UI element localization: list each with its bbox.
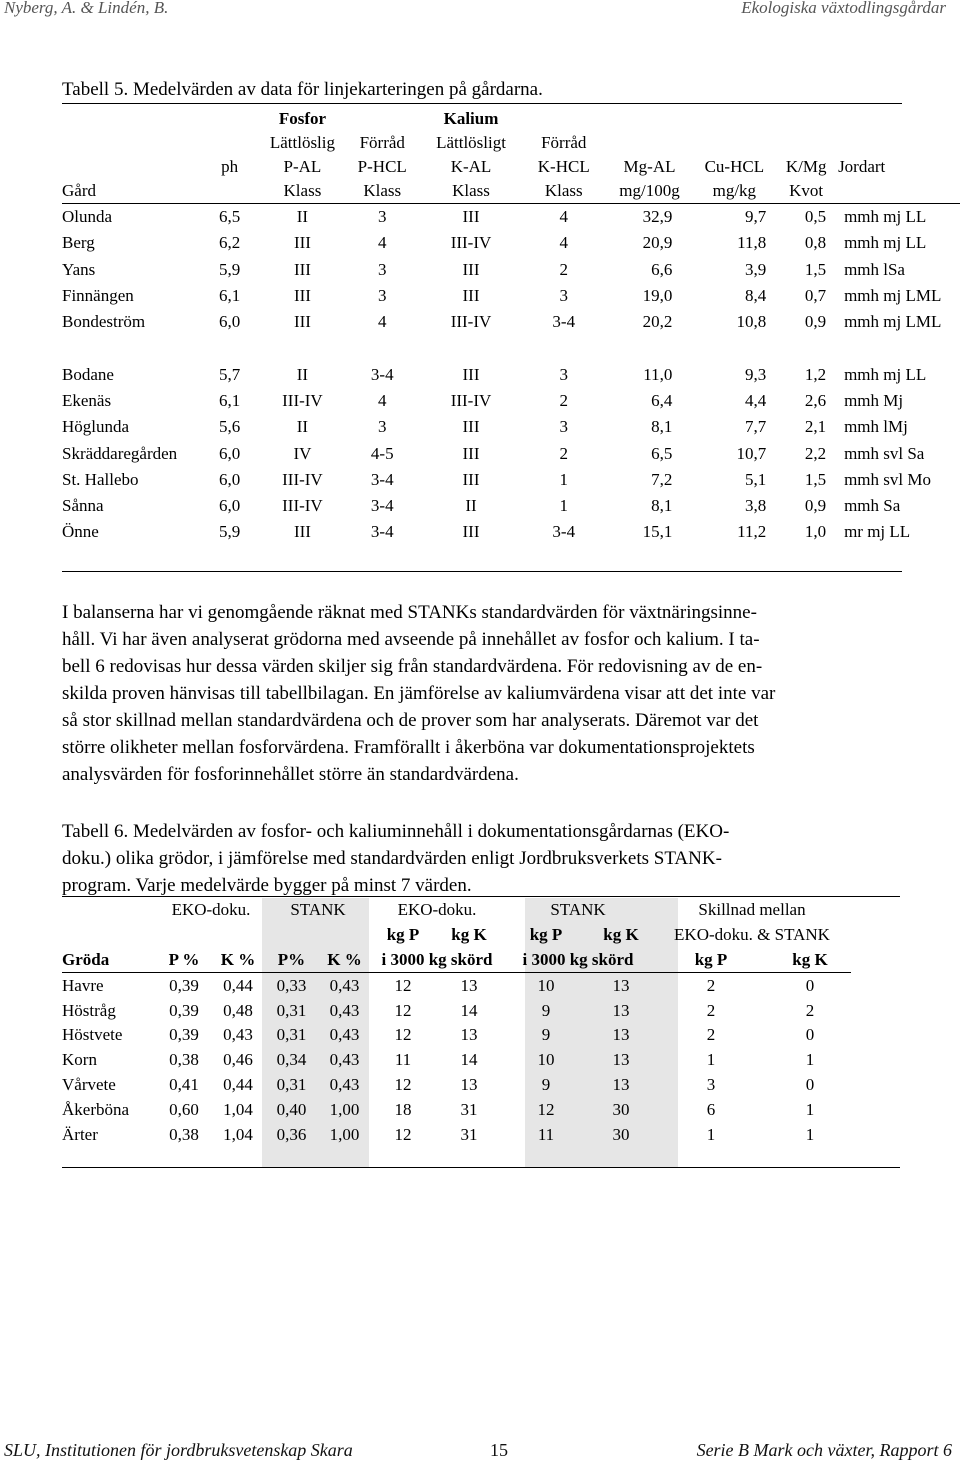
table-cell: 0,48 <box>223 1000 253 1020</box>
table-cell: 7,7 <box>745 417 767 437</box>
table-cell: 15,1 <box>642 522 673 542</box>
table-cell: III <box>462 443 480 463</box>
table-cell: 0,38 <box>169 1124 199 1144</box>
header-cell: K % <box>220 949 256 969</box>
table-cell: 11 <box>394 1050 412 1070</box>
caption-line: program. Varje medelvärde bygger på minst 7 värden. <box>62 875 472 896</box>
table-cell: 32,9 <box>642 207 673 227</box>
table-cell: Yans <box>62 259 96 279</box>
header-journal: Ekologiska växtodlingsgårdar <box>741 0 946 17</box>
table6-header-row-2 <box>62 923 851 948</box>
table6-header-row-3 <box>62 948 851 973</box>
table5-header-row-4 <box>62 179 960 204</box>
table-cell: 2 <box>805 1000 815 1020</box>
table-cell: 1,5 <box>804 259 827 279</box>
table-cell: III <box>462 259 480 279</box>
table-cell: 2,2 <box>804 443 827 463</box>
table-cell: 12 <box>394 1000 412 1020</box>
table-cell: 4 <box>559 233 568 253</box>
table-cell: 0,39 <box>169 1000 199 1020</box>
table6-header-row-1 <box>62 898 851 923</box>
table-cell: 30 <box>612 1099 630 1119</box>
table-cell: 20,2 <box>642 312 673 332</box>
table-cell: 9,3 <box>745 364 767 384</box>
table-cell: 13 <box>612 1000 630 1020</box>
table-cell: 1,00 <box>329 1099 360 1119</box>
table-cell: mmh svl Mo <box>844 469 931 489</box>
table-cell: mmh mj LML <box>844 286 942 306</box>
table-row <box>62 440 960 466</box>
table-cell: 8,1 <box>651 496 673 516</box>
table-row <box>62 283 960 309</box>
table-row <box>62 1097 851 1122</box>
table6-top-rule <box>62 896 900 897</box>
header-cell: kg P <box>529 925 563 945</box>
table-cell: Olunda <box>62 207 113 227</box>
table-cell: II <box>465 496 477 516</box>
table-cell: Sånna <box>62 496 104 516</box>
header-cell: Kvot <box>789 181 824 200</box>
caption-line: Tabell 6. Medelvärden av fosfor- och kaliuminnehåll i dokumentationsgårdarnas (EKO- <box>62 821 730 842</box>
table-cell: III-IV <box>450 390 492 410</box>
page-number: 15 <box>490 1440 508 1460</box>
table-cell: Åkerböna <box>62 1099 130 1119</box>
header-cell: i 3000 kg skörd <box>522 949 634 969</box>
table-cell: III <box>293 312 311 332</box>
table-row <box>62 519 960 545</box>
header-cell: i 3000 kg skörd <box>381 949 493 969</box>
page-header <box>0 0 960 22</box>
table-cell: 1,2 <box>804 364 827 384</box>
table-cell: 13 <box>612 1074 630 1094</box>
table-cell: 4-5 <box>370 443 394 463</box>
table5-gap <box>62 335 960 361</box>
header-cell: K/Mg <box>785 157 827 176</box>
table-cell: 3 <box>377 417 387 437</box>
table-row <box>62 1073 851 1098</box>
table-cell: 2 <box>559 259 568 279</box>
table5-group-2 <box>62 361 960 545</box>
table-cell: 1 <box>559 469 568 489</box>
table-cell: 0,9 <box>804 496 827 516</box>
table-cell: III-IV <box>450 233 492 253</box>
table-cell: 5,6 <box>219 417 241 437</box>
header-cell: Klass <box>363 181 402 200</box>
table-row <box>62 1048 851 1073</box>
header-cell: ph <box>221 157 239 176</box>
table-cell: mmh mj LL <box>844 207 927 227</box>
table-cell: 2 <box>706 975 716 995</box>
table-cell: 0,43 <box>329 1050 360 1070</box>
table-cell: mmh mj LL <box>844 233 927 253</box>
table-cell: 11,8 <box>737 233 767 253</box>
table-cell: 12 <box>394 975 412 995</box>
table-cell: 0,43 <box>329 1000 360 1020</box>
table-cell: 1,00 <box>329 1124 360 1144</box>
table-cell: Höglunda <box>62 417 130 437</box>
header-cell: Mg-AL <box>623 157 676 176</box>
header-cell: Lättlösligt <box>436 133 506 152</box>
table-cell: 6,0 <box>219 496 241 516</box>
table-cell: 2 <box>559 443 568 463</box>
table-cell: 6,2 <box>219 233 241 253</box>
paragraph-line: analysvärden för fosforinnehållet större än standardvärdena. <box>62 764 519 785</box>
table-cell: 5,9 <box>219 259 241 279</box>
table-cell: mmh Mj <box>844 390 904 410</box>
table-cell: 5,7 <box>219 364 241 384</box>
table-cell: 4,4 <box>745 390 767 410</box>
table-cell: 0,34 <box>276 1050 307 1070</box>
table-cell: 3-4 <box>370 522 394 542</box>
header-cell: Gröda <box>62 949 110 969</box>
header-cell: EKO-doku. <box>397 900 477 920</box>
table-cell: 12 <box>537 1099 555 1119</box>
table-row <box>62 973 851 998</box>
table-cell: 6,0 <box>219 312 241 332</box>
table-cell: 0,43 <box>329 1074 360 1094</box>
table6-caption <box>62 818 892 899</box>
table-cell: 4 <box>377 233 387 253</box>
table-cell: III <box>462 364 480 384</box>
header-cell: P % <box>168 949 200 969</box>
header-cell: EKO-doku. <box>171 900 251 920</box>
table-cell: 9 <box>541 1025 551 1045</box>
table-cell: mmh svl Sa <box>844 443 925 463</box>
table-cell: 0,5 <box>804 207 827 227</box>
table-cell: Höstvete <box>62 1025 123 1045</box>
table-cell: 3,8 <box>745 496 767 516</box>
table5-header-row-1 <box>62 107 960 131</box>
body-paragraph <box>62 599 940 788</box>
table-cell: 13 <box>612 1050 630 1070</box>
table-cell: mmh mj LL <box>844 364 927 384</box>
header-cell: EKO-doku. & STANK <box>674 925 830 945</box>
table-cell: 3 <box>559 417 568 437</box>
table-cell: 10 <box>537 1050 555 1070</box>
page-footer <box>0 1440 960 1464</box>
table-cell: 0,43 <box>329 975 360 995</box>
table-cell: Vårvete <box>62 1074 116 1094</box>
header-cell: Jordart <box>838 157 886 176</box>
table-row <box>62 493 960 519</box>
table-cell: 3-4 <box>370 364 394 384</box>
table-cell: 6,0 <box>219 443 241 463</box>
table-row <box>62 414 960 440</box>
table-cell: Bondeström <box>62 312 146 332</box>
table-cell: 6,0 <box>219 469 241 489</box>
kalium-header: Kalium <box>443 109 499 128</box>
table-cell: 1,0 <box>804 522 827 542</box>
table-row <box>62 309 960 335</box>
table-cell: 4 <box>377 312 387 332</box>
paragraph-line: I balanserna har vi genomgående räknat med STANKs standardvärden för växtnäringsinne- <box>62 602 757 623</box>
table-cell: 0 <box>805 1074 815 1094</box>
header-cell: P% <box>277 949 306 969</box>
table-cell: 13 <box>460 1025 478 1045</box>
table-cell: mmh lSa <box>844 259 905 279</box>
table-cell: III-IV <box>450 312 492 332</box>
table-cell: Korn <box>62 1050 97 1070</box>
table-cell: 0,46 <box>223 1050 253 1070</box>
header-cell: STANK <box>290 900 346 920</box>
table-cell: Havre <box>62 975 104 995</box>
table-cell: 0,40 <box>276 1099 307 1119</box>
paragraph-line: skilda proven hänvisas till tabellbilagan. En jämförelse av kaliumvärdena visar att det inte var <box>62 683 776 704</box>
table-cell: 1 <box>559 496 568 516</box>
table-cell: 13 <box>460 1074 478 1094</box>
table-cell: 18 <box>394 1099 412 1119</box>
table-cell: mr mj LL <box>844 522 911 542</box>
table5-header-row-3 <box>62 155 960 179</box>
table-cell: 0,38 <box>169 1050 199 1070</box>
table-cell: 0 <box>805 975 815 995</box>
table-cell: 0,31 <box>276 1074 307 1094</box>
table-cell: 12 <box>394 1124 412 1144</box>
table-cell: 12 <box>394 1025 412 1045</box>
table-cell: 6,1 <box>219 286 241 306</box>
table-cell: III <box>293 286 311 306</box>
table-cell: III <box>462 522 480 542</box>
table-cell: 4 <box>377 390 387 410</box>
table-cell: 6,5 <box>219 207 241 227</box>
header-cell: K-HCL <box>537 157 590 176</box>
table6 <box>62 898 851 1147</box>
table-row <box>62 1122 851 1147</box>
header-cell: P-AL <box>283 157 322 176</box>
table-cell: III <box>293 259 311 279</box>
table-cell: 0,9 <box>804 312 827 332</box>
table-cell: 3 <box>377 207 387 227</box>
table-cell: II <box>296 364 309 384</box>
table5-top-rule <box>62 103 902 104</box>
table-row <box>62 204 960 231</box>
table-cell: 6,4 <box>651 390 673 410</box>
table6-bottom-rule <box>62 1167 900 1168</box>
table-cell: 3-4 <box>370 469 394 489</box>
table-cell: 1,04 <box>223 1099 253 1119</box>
table-cell: 3 <box>706 1074 716 1094</box>
table-cell: III <box>462 417 480 437</box>
table-cell: 3 <box>377 259 387 279</box>
table-cell: 2,1 <box>804 417 827 437</box>
table-cell: 3-4 <box>552 522 576 542</box>
header-cell: kg P <box>386 925 420 945</box>
table-cell: 0,43 <box>223 1025 253 1045</box>
paragraph-line: håll. Vi har även analyserat grödorna med avseende på innehållet av fosfor och kalium. I ta- <box>62 629 760 650</box>
table-cell: 3-4 <box>552 312 576 332</box>
table-cell: 7,2 <box>651 469 673 489</box>
table-cell: 11,2 <box>737 522 767 542</box>
table-cell: 1,5 <box>804 469 827 489</box>
table-cell: 11,0 <box>643 364 673 384</box>
table-cell: 10,8 <box>736 312 767 332</box>
table-row <box>62 230 960 256</box>
table-cell: III <box>462 469 480 489</box>
table-cell: III <box>462 207 480 227</box>
header-cell: STANK <box>550 900 606 920</box>
table-cell: 6,1 <box>219 390 241 410</box>
table5-bottom-rule <box>62 571 902 572</box>
header-cell: Skillnad mellan <box>698 900 806 920</box>
table-cell: 4 <box>559 207 568 227</box>
table-cell: 6,5 <box>651 443 673 463</box>
table5-group-1 <box>62 204 960 336</box>
table-cell: III <box>293 233 311 253</box>
table-cell: 0,39 <box>169 975 199 995</box>
header-authors: Nyberg, A. & Lindén, B. <box>4 0 169 17</box>
table-cell: 30 <box>612 1124 630 1144</box>
table-cell: 3,9 <box>745 259 767 279</box>
paragraph-line: så stor skillnad mellan standardvärdena och de prover som har analyserats. Däremot var det <box>62 710 759 731</box>
table-cell: II <box>296 207 309 227</box>
table-cell: 19,0 <box>642 286 673 306</box>
header-cell: Klass <box>544 181 583 200</box>
table-cell: 14 <box>460 1000 478 1020</box>
table-cell: III-IV <box>282 390 323 410</box>
table-cell: 11 <box>537 1124 555 1144</box>
table-cell: 31 <box>460 1124 478 1144</box>
table-cell: III-IV <box>282 469 323 489</box>
header-cell: Förråd <box>359 133 405 152</box>
table-cell: 8,1 <box>651 417 673 437</box>
table-cell: 0,33 <box>276 975 307 995</box>
header-cell: Förråd <box>541 133 587 152</box>
table-cell: 2 <box>559 390 568 410</box>
table-cell: Bodane <box>62 364 114 384</box>
table-cell: 0,36 <box>276 1124 307 1144</box>
header-cell: mg/100g <box>619 181 680 200</box>
table-cell: Finnängen <box>62 286 134 306</box>
header-cell: kg P <box>694 949 728 969</box>
header-cell: Lättlöslig <box>269 133 336 152</box>
table-cell: 1 <box>805 1050 815 1070</box>
table-cell: 12 <box>394 1074 412 1094</box>
header-cell: K-AL <box>450 157 492 176</box>
table-cell: Berg <box>62 233 95 253</box>
table5 <box>62 107 960 546</box>
fosfor-header: Fosfor <box>278 109 327 128</box>
table-cell: 9 <box>541 1000 551 1020</box>
table-cell: 5,9 <box>219 522 241 542</box>
header-cell: Cu-HCL <box>704 157 765 176</box>
table-cell: 1,04 <box>223 1124 253 1144</box>
table-row <box>62 1023 851 1048</box>
table-cell: Skräddaregården <box>62 443 178 463</box>
table-row <box>62 998 851 1023</box>
footer-series: Serie B Mark och växter, Rapport 6 <box>696 1440 952 1460</box>
header-cell: kg K <box>603 925 639 945</box>
table-cell: mmh lMj <box>844 417 908 437</box>
table-row <box>62 257 960 283</box>
table-cell: 13 <box>460 975 478 995</box>
table-cell: 1 <box>706 1050 716 1070</box>
header-cell: kg K <box>792 949 828 969</box>
header-cell: Klass <box>452 181 490 200</box>
table-cell: 0,31 <box>276 1025 307 1045</box>
header-cell: P-HCL <box>357 157 407 176</box>
table-cell: 0,44 <box>223 975 253 995</box>
header-cell: mg/kg <box>712 181 757 200</box>
table-cell: 10,7 <box>736 443 767 463</box>
table-cell: 0,60 <box>169 1099 199 1119</box>
table-cell: 3 <box>559 286 568 306</box>
paragraph-line: bell 6 redovisas hur dessa värden skiljer sig från standardvärdena. För redovisning av de en- <box>62 656 763 677</box>
table-cell: II <box>296 417 309 437</box>
table6-body <box>62 973 851 1147</box>
table-cell: 0 <box>805 1025 815 1045</box>
header-cell: Klass <box>283 181 322 200</box>
table-cell: 31 <box>460 1099 478 1119</box>
table-cell: 9 <box>541 1074 551 1094</box>
table-cell: 8,4 <box>745 286 767 306</box>
table-cell: 1 <box>805 1124 815 1144</box>
table-cell: 14 <box>460 1050 478 1070</box>
header-cell: Gård <box>62 181 96 200</box>
table5-caption: Tabell 5. Medelvärden av data för linjekarteringen på gårdarna. <box>62 79 543 100</box>
table-row <box>62 361 960 387</box>
header-cell: K % <box>327 949 362 969</box>
table-cell: IV <box>293 443 312 463</box>
table-cell: 9,7 <box>745 207 767 227</box>
table-cell: 0,7 <box>804 286 827 306</box>
table5-header-row-2 <box>62 131 960 155</box>
caption-line: doku.) olika grödor, i jämförelse med standardvärden enligt Jordbruksverkets STANK- <box>62 848 722 869</box>
table-cell: 1 <box>805 1099 815 1119</box>
table-cell: 0,31 <box>276 1000 307 1020</box>
table-cell: Höstråg <box>62 1000 116 1020</box>
table-cell: Ärter <box>62 1124 98 1144</box>
table-cell: III <box>293 522 311 542</box>
table-cell: Ekenäs <box>62 390 112 410</box>
header-cell: kg K <box>451 925 487 945</box>
table-cell: 0,44 <box>223 1074 253 1094</box>
table-cell: 2 <box>706 1025 716 1045</box>
table-cell: 1 <box>706 1124 716 1144</box>
table-cell: 3-4 <box>370 496 394 516</box>
table-cell: 2 <box>706 1000 716 1020</box>
table-row <box>62 388 960 414</box>
table-cell: 5,1 <box>745 469 767 489</box>
table-row <box>62 467 960 493</box>
table-cell: III <box>462 286 480 306</box>
table-cell: 3 <box>559 364 568 384</box>
table-cell: 13 <box>612 975 630 995</box>
table-cell: 6,6 <box>651 259 673 279</box>
table-cell: mmh Sa <box>844 496 901 516</box>
table-cell: 0,43 <box>329 1025 360 1045</box>
footer-institution: SLU, Institutionen för jordbruksvetenskap Skara <box>4 1440 353 1460</box>
table-cell: 3 <box>377 286 387 306</box>
table-cell: Önne <box>62 522 99 542</box>
table-cell: 0,8 <box>804 233 827 253</box>
table-cell: 13 <box>612 1025 630 1045</box>
table-cell: 10 <box>537 975 555 995</box>
table-cell: St. Hallebo <box>62 469 139 489</box>
table-cell: 0,41 <box>169 1074 199 1094</box>
paragraph-line: större olikheter mellan fosforvärdena. Framförallt i åkerböna var dokumentationsprojektets <box>62 737 755 758</box>
table-cell: 2,6 <box>804 390 827 410</box>
table-cell: 20,9 <box>642 233 673 253</box>
table-cell: mmh mj LML <box>844 312 942 332</box>
table-cell: III-IV <box>282 496 323 516</box>
table-cell: 6 <box>706 1099 716 1119</box>
table-cell: 0,39 <box>169 1025 199 1045</box>
